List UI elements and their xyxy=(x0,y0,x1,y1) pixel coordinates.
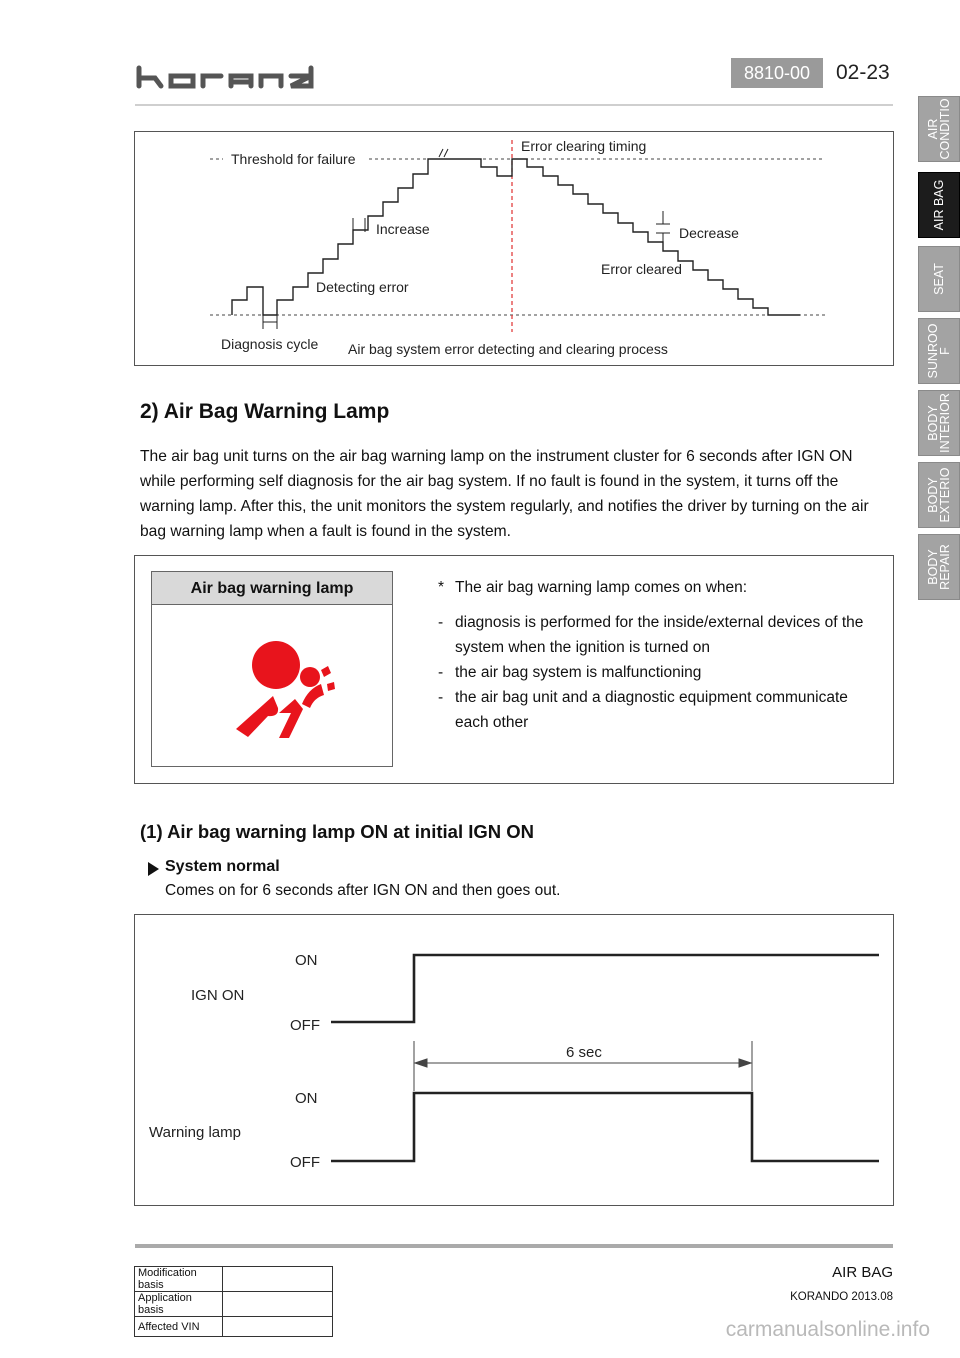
lamp-condition-list xyxy=(438,575,878,735)
condition-item-text: the air bag system is malfunctioning xyxy=(455,664,702,681)
timing-diagram-svg xyxy=(135,915,892,1204)
tab-label: BODY REPAIR xyxy=(926,544,952,590)
condition-item xyxy=(438,685,878,735)
decrease-marker xyxy=(656,211,670,246)
ign-on-label: IGN ON xyxy=(191,987,245,1004)
tab-body-repair[interactable] xyxy=(918,534,960,600)
item-marker: - xyxy=(438,664,444,681)
item-marker: - xyxy=(438,689,444,706)
off-label: OFF xyxy=(290,1017,320,1034)
section-paragraph: The air bag unit turns on the air bag warning lamp on the instrument cluster for 6 seconds after IGN ON while performing self diagnosis for the air bag system. If no fault is found in the system, it turns off the warning lamp. After this, the unit monitors the system regularly, and notifies the driver by turning on the air bag warning lamp when a fault is found in the system. xyxy=(140,448,869,540)
condition-intro xyxy=(438,575,878,600)
diagram-caption: Air bag system error detecting and clearing process xyxy=(348,341,668,357)
tab-air-bag[interactable] xyxy=(918,172,960,238)
page-number: 02-23 xyxy=(836,61,890,84)
tab-body-exterior[interactable] xyxy=(918,462,960,528)
duration-label: 6 sec xyxy=(566,1044,602,1061)
error-process-svg xyxy=(135,132,892,364)
lamp-box-header: Air bag warning lamp xyxy=(152,572,392,605)
system-normal-description: Comes on for 6 seconds after IGN ON and then goes out. xyxy=(165,882,561,899)
footer-divider xyxy=(135,1244,893,1248)
cycle-marker xyxy=(263,315,277,329)
tab-label: AIR CONDITIO xyxy=(926,98,952,160)
table-row xyxy=(135,1267,333,1292)
section-title: 2) Air Bag Warning Lamp xyxy=(140,400,390,423)
arrowhead-left-icon xyxy=(415,1059,427,1067)
break-mark xyxy=(439,149,448,157)
detecting-error-label: Detecting error xyxy=(316,279,409,295)
tab-label: SEAT xyxy=(932,263,946,295)
threshold-label: Threshold for failure xyxy=(231,151,356,167)
airbag-warning-icon xyxy=(152,605,391,765)
off-label: OFF xyxy=(290,1154,320,1171)
footer-model-date: KORANDO 2013.08 xyxy=(790,1291,893,1303)
arrowhead-right-icon xyxy=(739,1059,751,1067)
condition-item-text: diagnosis is performed for the inside/external devices of the system when the ignition is turned on xyxy=(455,614,864,656)
korando-logo xyxy=(135,64,325,90)
condition-item-text: the air bag unit and a diagnostic equipment communicate each other xyxy=(455,689,848,731)
error-process-diagram xyxy=(134,131,894,366)
tab-label: BODY INTERIOR xyxy=(926,393,952,453)
tab-air-conditioning[interactable] xyxy=(918,96,960,162)
on-label: ON xyxy=(295,952,318,969)
watermark: carmanualsonline.info xyxy=(725,1318,930,1341)
on-label: ON xyxy=(295,1090,318,1107)
tab-seat[interactable] xyxy=(918,246,960,312)
decrease-label: Decrease xyxy=(679,225,739,241)
diagnosis-cycle-label: Diagnosis cycle xyxy=(221,336,319,352)
intro-marker: * xyxy=(438,579,445,596)
table-cell-value xyxy=(223,1292,333,1317)
tab-label: SUNROO F xyxy=(926,323,952,379)
lamp-illustration-box xyxy=(151,571,393,767)
system-normal-heading: System normal xyxy=(165,858,280,875)
tab-sunroof[interactable] xyxy=(918,318,960,384)
warning-lamp-label: Warning lamp xyxy=(149,1124,241,1141)
triangle-bullet-icon xyxy=(148,862,159,876)
section-code-badge: 8810-00 xyxy=(731,58,823,88)
header-divider xyxy=(135,104,893,106)
condition-intro-text: The air bag warning lamp comes on when: xyxy=(455,579,748,596)
table-cell-value xyxy=(223,1267,333,1292)
table-row xyxy=(135,1292,333,1317)
condition-item xyxy=(438,610,878,660)
error-cleared-label: Error cleared xyxy=(601,261,682,277)
tab-label: BODY EXTERIO xyxy=(926,467,952,523)
table-cell-label: Modification basis xyxy=(135,1267,223,1292)
table-row xyxy=(135,1317,333,1337)
tab-label: AIR BAG xyxy=(932,179,946,231)
table-cell-label: Application basis xyxy=(135,1292,223,1317)
increase-label: Increase xyxy=(376,221,430,237)
tab-body-interior[interactable] xyxy=(918,390,960,456)
ign-signal-trace xyxy=(331,955,879,1022)
clearing-timing-label: Error clearing timing xyxy=(521,138,647,154)
table-cell-value xyxy=(223,1317,333,1337)
footer-section-name: AIR BAG xyxy=(832,1264,893,1281)
table-cell-label: Affected VIN xyxy=(135,1317,223,1337)
item-marker: - xyxy=(438,614,444,631)
subsection-title: (1) Air bag warning lamp ON at initial IGN ON xyxy=(140,821,535,842)
timing-diagram xyxy=(134,914,894,1206)
modification-table xyxy=(134,1266,333,1337)
condition-item xyxy=(438,660,878,685)
lamp-signal-trace xyxy=(331,1093,879,1161)
